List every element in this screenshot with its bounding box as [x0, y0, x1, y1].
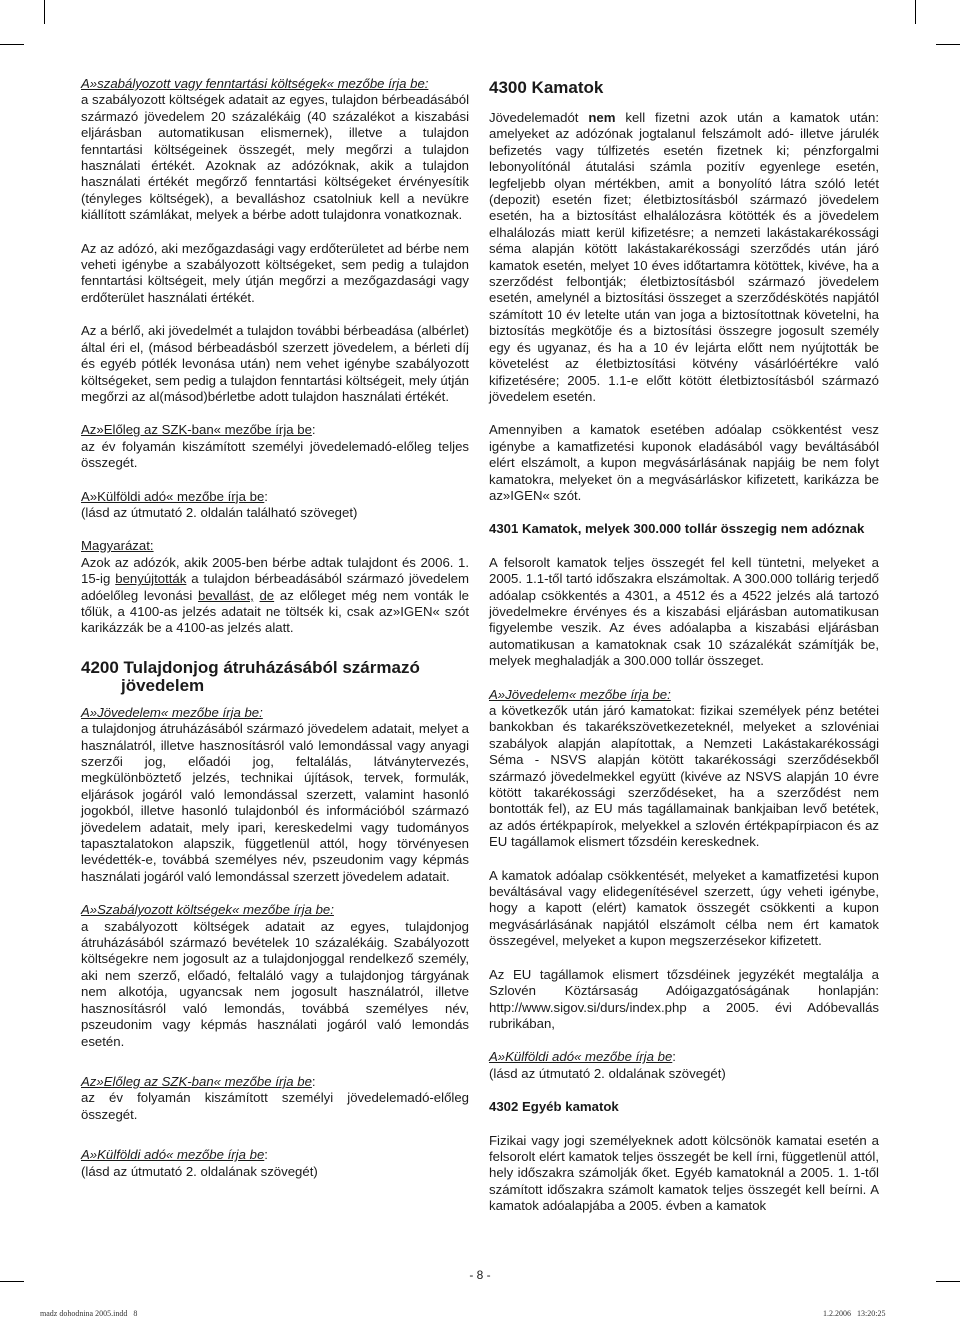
colon: : — [264, 488, 268, 504]
paragraph — [81, 1074, 469, 1123]
field-label: A»Külföldi adó« mezőbe írja be — [489, 1049, 673, 1065]
text-run: a tulajdon bérbeadásából származó jövedelem adóelőleg levonási — [81, 571, 469, 603]
paragraph: Az a bérlő, aki jövedelmét a tulajdon további bérbeadása (albérlet) által éri el, (másod bérbeadásból szerzett jövedelem, a bérleti díj és egyéb pótlék levonása után) nem vehet igénybe szabályozott költségeket, sem pedig a tulajdon fenntartási költségeit, mely útján megőrzi az al(másod)bérletbe adott tulajdon használati értékét. — [81, 323, 469, 404]
paragraph-text: (lásd az útmutató 2. oldalának szövegét) — [489, 1065, 726, 1081]
paragraph-text: a tulajdonjog átruházásából származó jövedelem adatait, melyet a használatról, illetve hasznosításról való lemondással vagy anyagi szerzői jog, előadói jog, feltalálás, látványtervezés, megkülönböztető jelzés, technikai újítások, tervek, formulák, eljárások jogáról való lemondással szerzett, valamint hasonló jogokból, illetve hasonló tulajdonból és információból származó jövedelem adatait, mely ipari, kereskedelmi vagy tudományos tapasztalatokon alapszik, függetlenül attól, hogy törvényesen levédették-e, továbbá személyes név, pszeudonim vagy képmás használati jogáról való lemondással szerzett jövedelem adatait. — [81, 721, 469, 884]
crop-mark — [915, 0, 916, 24]
right-column — [489, 76, 879, 1215]
paragraph: Fizikai vagy jogi személyeknek adott kölcsönök kamatai esetén a felsorolt elért kamatok teljes összegét be kell írni, függetlenül attól, hely időszakra számolják őket. Egyéb kamatoknál a 2005. 1. 1-től számított időszakra számolt kamatok teljes összegét kell beírni. A kamatok adóalapjába a 2005. évben a kamatok — [489, 1132, 879, 1214]
crop-mark — [44, 0, 45, 24]
paragraph-text: (lásd az útmutató 2. oldalán található szöveget) — [81, 504, 358, 520]
colon: : — [311, 422, 316, 438]
underlined-word: bevallást, — [198, 587, 254, 603]
left-column — [81, 76, 469, 1180]
paragraph — [489, 110, 879, 405]
paragraph — [489, 687, 879, 851]
paragraph — [81, 422, 469, 471]
text-run: kell fizetni azok után a kamatok után: amelyeket az adózónak jogtalanul felszámolt adó- illetve járulék befizetés vagy túlfizetés esetén fizetnek ki; pénzforgalmi lebonyolítónál átutalási számla pozitív egyenlege esetén, legfeljebb olyan mértékben, amit a bonyolító látra szóló letét (depozit) esetén fizet; életbiztosításból származó jövedelem esetén, ha a biztosítást elhalálozásra kötötték és a jövedelem elhalálozás miatt kerül kifizetésre; a nemzeti lakástakarékossági séma alapján kötött lakástakarékossági szerződés után járó kamatok esetén, melyet 10 éves időtartamra kötöttek, kivéve, ha a szerződést felbontják; életbiztosításból származó jövedelem esetén, amelynél a biztosítási összeget a szerződéskötés napjától számított 10 év letelte után van joga a biztosítottnak követelni, ha biztosítás megkötője és a biztosítási összegre jogosult személy egy és ugyanaz, és ha a 10 év lejárta előtt nem nyújtották be követelést az életbiztosítási kötvény vásárlóértékre való kifizetésére; 2005. 1.1-e előtt kötött életbiztosításból származó jövedelem esetén. — [489, 110, 879, 404]
paragraph-text: a szabályozott költségek adatait az egyes, tulajdonjog átruházásából származó bevételek 10 százalékáig. Szabályozott költségekre nem jogosult az a tulajdonjoggal rendelkező személy, aki nem szerző, előadó, feltaláló vagy a tulajdonjog tárgyának nem alkotója, ugyancsak nem jogosult használatról, illetve hasznosításról való lemondás, továbbá személyes név, pszeudonim vagy képmás használati jogáról való lemondás esetén. — [81, 918, 469, 1049]
crop-mark — [0, 44, 24, 45]
section-heading-4200 — [81, 659, 469, 695]
crop-mark — [936, 44, 960, 45]
field-label: A»Jövedelem« mezőbe írja be: — [81, 704, 263, 720]
heading-line: jövedelem — [121, 675, 205, 695]
underlined-word: benyújtották — [115, 571, 187, 587]
field-label: A»Szabályozott költségek« mezőbe írja be: — [81, 902, 334, 918]
paragraph: A felsorolt kamatok teljes összegét fel kell tüntetni, melyeket a 2005. 1.1-től tartó időszakra elszámoltak. A 300.000 tollárig terjedő adóalap csökkentés a 4301, a 4512 és a 4522 jelzés alá tartozó jövedelmekre érvényes és a kiszabási eljárásban automatikusan figyelembe veszik. Az éves adóalapba a kiszabási eljárásban automatikusan a kamatoknak csak 10 százalékát számítják be, melyek meghaladják a 300.000 tollár összeget. — [489, 554, 879, 669]
field-label: A»Jövedelem« mezőbe írja be: — [489, 686, 671, 702]
section-heading-4301: 4301 Kamatok, melyek 300.000 tollár összegig nem adóznak — [489, 521, 865, 537]
text-run: Azok az adózók, akik 2005-ben bérbe adtak tulajdont és 2006. 1. 15-ig — [81, 554, 469, 587]
field-label: A»Külföldi adó« mezőbe írja be — [81, 488, 265, 504]
paragraph-text: az év folyamán kiszámított személyi jövedelemadó-előleg teljes összegét. — [81, 438, 469, 471]
section-heading-4302: 4302 Egyéb kamatok — [489, 1099, 619, 1115]
footer-file-name: madz dohodnina 2005.indd 8 — [40, 1309, 138, 1318]
paragraph — [81, 489, 469, 522]
paragraph: Az EU tagállamok elismert tőzsdéinek jegyzékét megtalálja a Szlovén Köztársaság Adóigazgatóságának honlapján: http://www.sigov.si/durs/index.php a 2005. évi Adóbevallás rubrikában, — [489, 966, 879, 1031]
underlined-word: de — [259, 587, 275, 603]
field-label: Az»Előleg az SZK-ban« mezőbe írja be — [81, 1073, 312, 1089]
field-label: A»szabályozott vagy fenntartási költségek« mezőbe írja be: — [81, 76, 429, 91]
colon: : — [311, 1073, 316, 1089]
field-label: A»Külföldi adó« mezőbe írja be — [81, 1147, 265, 1163]
text-run: az előleget még nem vonták le tőlük, a 4100-as jelzés adatait ne töltsék ki, csak az»IGEN« szót karikázzák be a 4100-as jelzés alatt. — [81, 587, 469, 636]
section-heading-4300: 4300 Kamatok — [489, 78, 604, 97]
paragraph — [489, 1049, 879, 1082]
text-run: Jövedelemadót — [489, 110, 589, 125]
footer-timestamp: 1.2.2006 13:20:25 — [823, 1309, 886, 1318]
heading-line: 4200 Tulajdonjog átruházásából származó — [81, 657, 420, 677]
paragraph — [81, 902, 469, 1050]
paragraph: A kamatok adóalap csökkentését, melyeket a kamatfizetési kupon beváltásával vagy elidegenítésével szerzett, úgy veheti igénybe, hogy a kapott (elért) kamatok összegét csökkenti a kupon megvásárlásának napjától elszámolt célba nem ért kamatok összegével, melyeket a kupon megszerzésekor kifizetett. — [489, 867, 879, 949]
bold-word: nem — [588, 110, 616, 125]
paragraph — [81, 705, 469, 885]
paragraph — [81, 76, 469, 224]
paragraph-text: az év folyamán kiszámított személyi jövedelemadó-előleg összegét. — [81, 1090, 469, 1122]
field-label: Az»Előleg az SZK-ban« mezőbe írja be — [81, 422, 312, 438]
paragraph — [81, 538, 469, 636]
paragraph-text: a szabályozott költségek adatait az egyes, tulajdon bérbeadásából származó jövedelem 20 százalékáig (40 százalékot a kiszabási eljárásban automatikusan elismernek), illetve a tulajdon fenntartási költségeinek összegét, mely megőrzi a tulajdon használati értékét. Azoknak az adózóknak, akik a tulajdon használati értékét megőrző fenntartási költségeket érvényesítik (tényleges költségek), a bevalláshoz csatolniuk kell a nevükre kiállított számlákat, melyek a bérbe adott tulajdonra vonatkoznak. — [81, 92, 469, 223]
paragraph-text: (lásd az útmutató 2. oldalának szövegét) — [81, 1163, 318, 1179]
page-number: - 8 - — [469, 1268, 491, 1282]
explanation-label: Magyarázat: — [81, 538, 154, 554]
paragraph — [81, 1147, 469, 1180]
colon: : — [672, 1049, 676, 1065]
paragraph: Az az adózó, aki mezőgazdasági vagy erdőterületet ad bérbe nem veheti igénybe a szabályozott költségeket, sem pedig a tulajdon fenntartási költségeit, mely útján megőrzi a mezőgazdasági vagy erdőterület használati értékét. — [81, 240, 469, 305]
colon: : — [264, 1147, 268, 1163]
paragraph: Amennyiben a kamatok esetében adóalap csökkentést vesz igénybe a kamatfizetési kuponok eladásából vagy beváltásából elért elszámolt, a kupon megvásárlásának napjáig be nem folyt kamatokra, melyeket ön a megvásárláskor kifizetett, karikázza be az»IGEN« szót. — [489, 422, 879, 503]
paragraph-text: a következők után járó kamatokat: fizikai személyek pénz betétei bankokban és takarékszövetkezeteknél, melyeket a szlovéniai szabályok alapján alapítottak, a Nemzeti Lakástakarékossági Séma - NSVS alapján kötött takarékossági szerződésekből származó jövedelmekkel együtt (kivéve az NSVS alapján 10 évre kötött takarékossági szerződéseket, ha a szerződést nem bontották fel), az EU más tagállamainak bankjaiban levő betétek, az adós értékpapírok, melyekkel a szlovén értékpapírpiacon és az EU tagállamok elismert tőzsdéin kereskednek. — [489, 703, 879, 850]
